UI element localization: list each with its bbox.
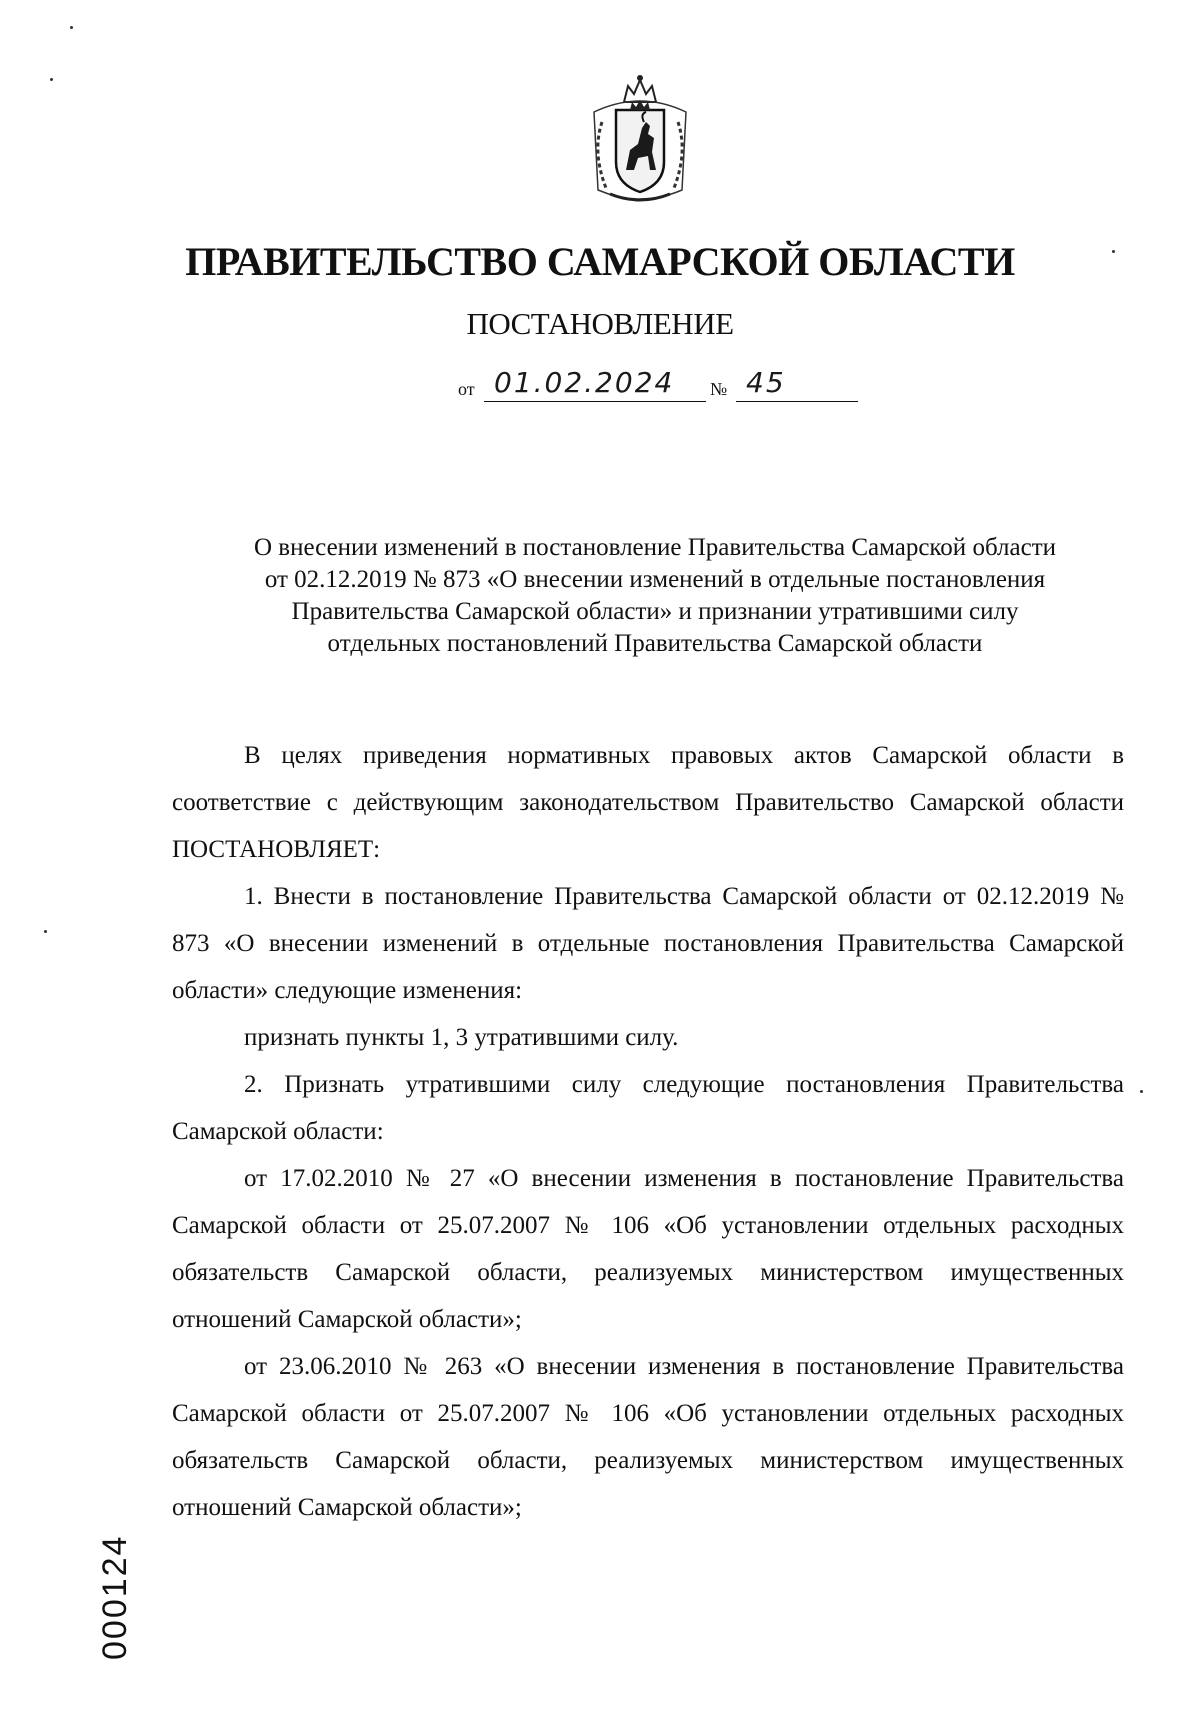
document-type: ПОСТАНОВЛЕНИЕ — [466, 306, 734, 341]
subject-line: О внесении изменений в постановление Правительства Самарской области — [253, 534, 1057, 561]
scan-speck — [1140, 1090, 1143, 1093]
subject-line: Правительства Самарской области» и признании утратившими силу — [291, 598, 1019, 625]
subject-line: отдельных постановлений Правительства Самарской области — [327, 630, 983, 657]
body-paragraph: В целях приведения нормативных правовых актов Самарской области в соответствие с действующим законодательством Правительство Самарской области ПОСТАНОВЛЯЕТ: — [172, 742, 1124, 863]
scan-speck — [44, 930, 47, 933]
body-paragraph: признать пункты 1, 3 утратившими силу. — [244, 1024, 679, 1051]
samara-coat-of-arms-icon — [580, 72, 700, 212]
scan-speck — [50, 78, 53, 81]
scan-speck — [70, 26, 73, 29]
government-title: ПРАВИТЕЛЬСТВО САМАРСКОЙ ОБЛАСТИ — [185, 239, 1015, 284]
page-serial-number: 000124 — [96, 1534, 134, 1660]
date-number-line — [458, 362, 848, 406]
body-paragraph: 2. Признать утратившими силу следующие постановления Правительства Самарской области: — [172, 1071, 1124, 1145]
document-body — [172, 732, 1124, 1531]
handwritten-date: 01.02.2024 — [484, 365, 706, 402]
body-paragraph: от 23.06.2010 № 263 «О внесении изменения в постановление Правительства Самарской области от 25.07.2007 № 106 «Об установлении отдельных расходных обязательств Самарской области, реализуемых министерством имущественных отношений Самарской области»; — [172, 1353, 1124, 1521]
body-paragraph: 1. Внести в постановление Правительства Самарской области от 02.12.2019 № 873 «О внесении изменений в отдельные постановления Правительства Самарской области» следующие изменения: — [172, 883, 1124, 1004]
number-label: № — [710, 379, 728, 399]
document-subject — [160, 532, 1150, 660]
handwritten-number: 45 — [736, 365, 858, 402]
scan-speck — [1112, 250, 1115, 253]
date-label: от — [458, 379, 475, 399]
subject-line: от 02.12.2019 № 873 «О внесении изменений в отдельные постановления — [264, 566, 1046, 593]
body-paragraph: от 17.02.2010 № 27 «О внесении изменения в постановление Правительства Самарской области от 25.07.2007 № 106 «Об установлении отдельных расходных обязательств Самарской области, реализуемых министерством имущественных отношений Самарской области»; — [172, 1165, 1124, 1333]
